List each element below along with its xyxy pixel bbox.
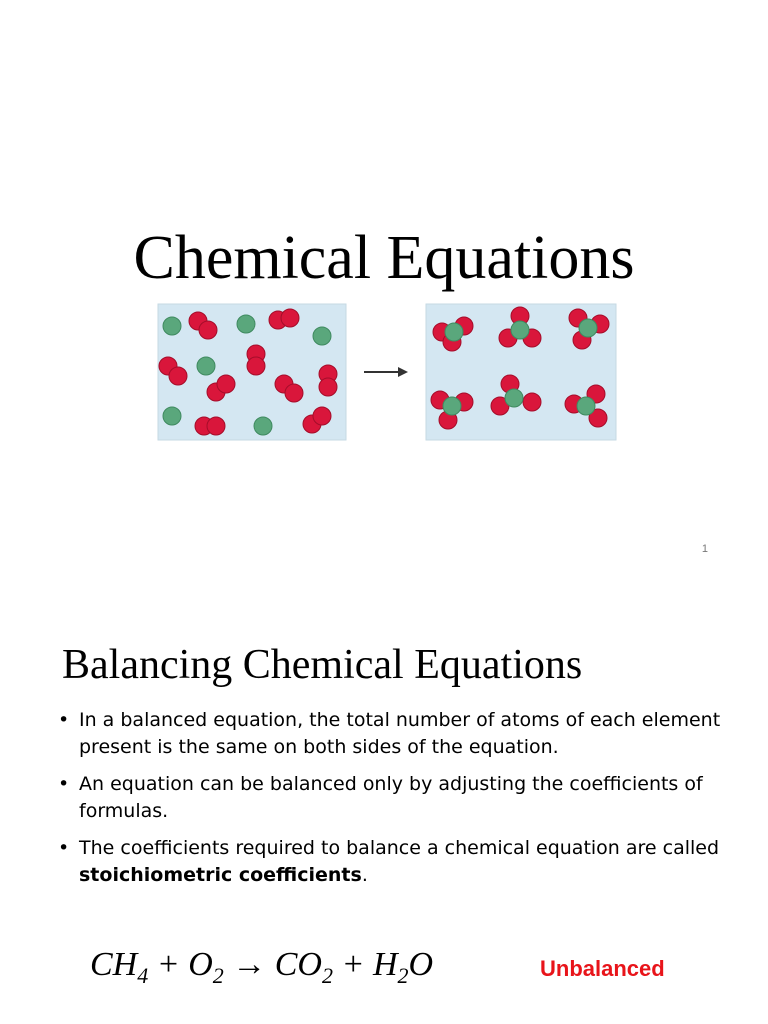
slide-title: Chemical Equations <box>133 224 635 292</box>
bullet-icon: • <box>58 709 70 731</box>
bullet-item: • In a balanced equation, the total number of atoms of each element present is the same on both sides of the equation. <box>58 709 721 758</box>
bullet-icon: • <box>58 837 70 859</box>
reaction-diagram <box>150 296 620 446</box>
chemical-equation: $CH_4 + O_2 \to CO_2 + H_2O$ <box>90 946 434 988</box>
reaction-arrow <box>364 367 408 377</box>
bullet-icon: • <box>58 773 70 795</box>
slide-2 <box>0 580 768 1024</box>
page-number: 1 <box>701 543 708 555</box>
status-label: Unbalanced <box>540 956 665 981</box>
bullet-item: • The coefficients required to balance a chemical equation are called stoichiometric coefficients. <box>58 837 720 886</box>
bullet-item: • An equation can be balanced only by adjusting the coefficients of formulas. <box>58 773 703 822</box>
slide-title: Balancing Chemical Equations <box>62 642 583 688</box>
emphasis: stoichiometric coefficients <box>79 864 362 886</box>
bullet-list <box>56 707 726 899</box>
